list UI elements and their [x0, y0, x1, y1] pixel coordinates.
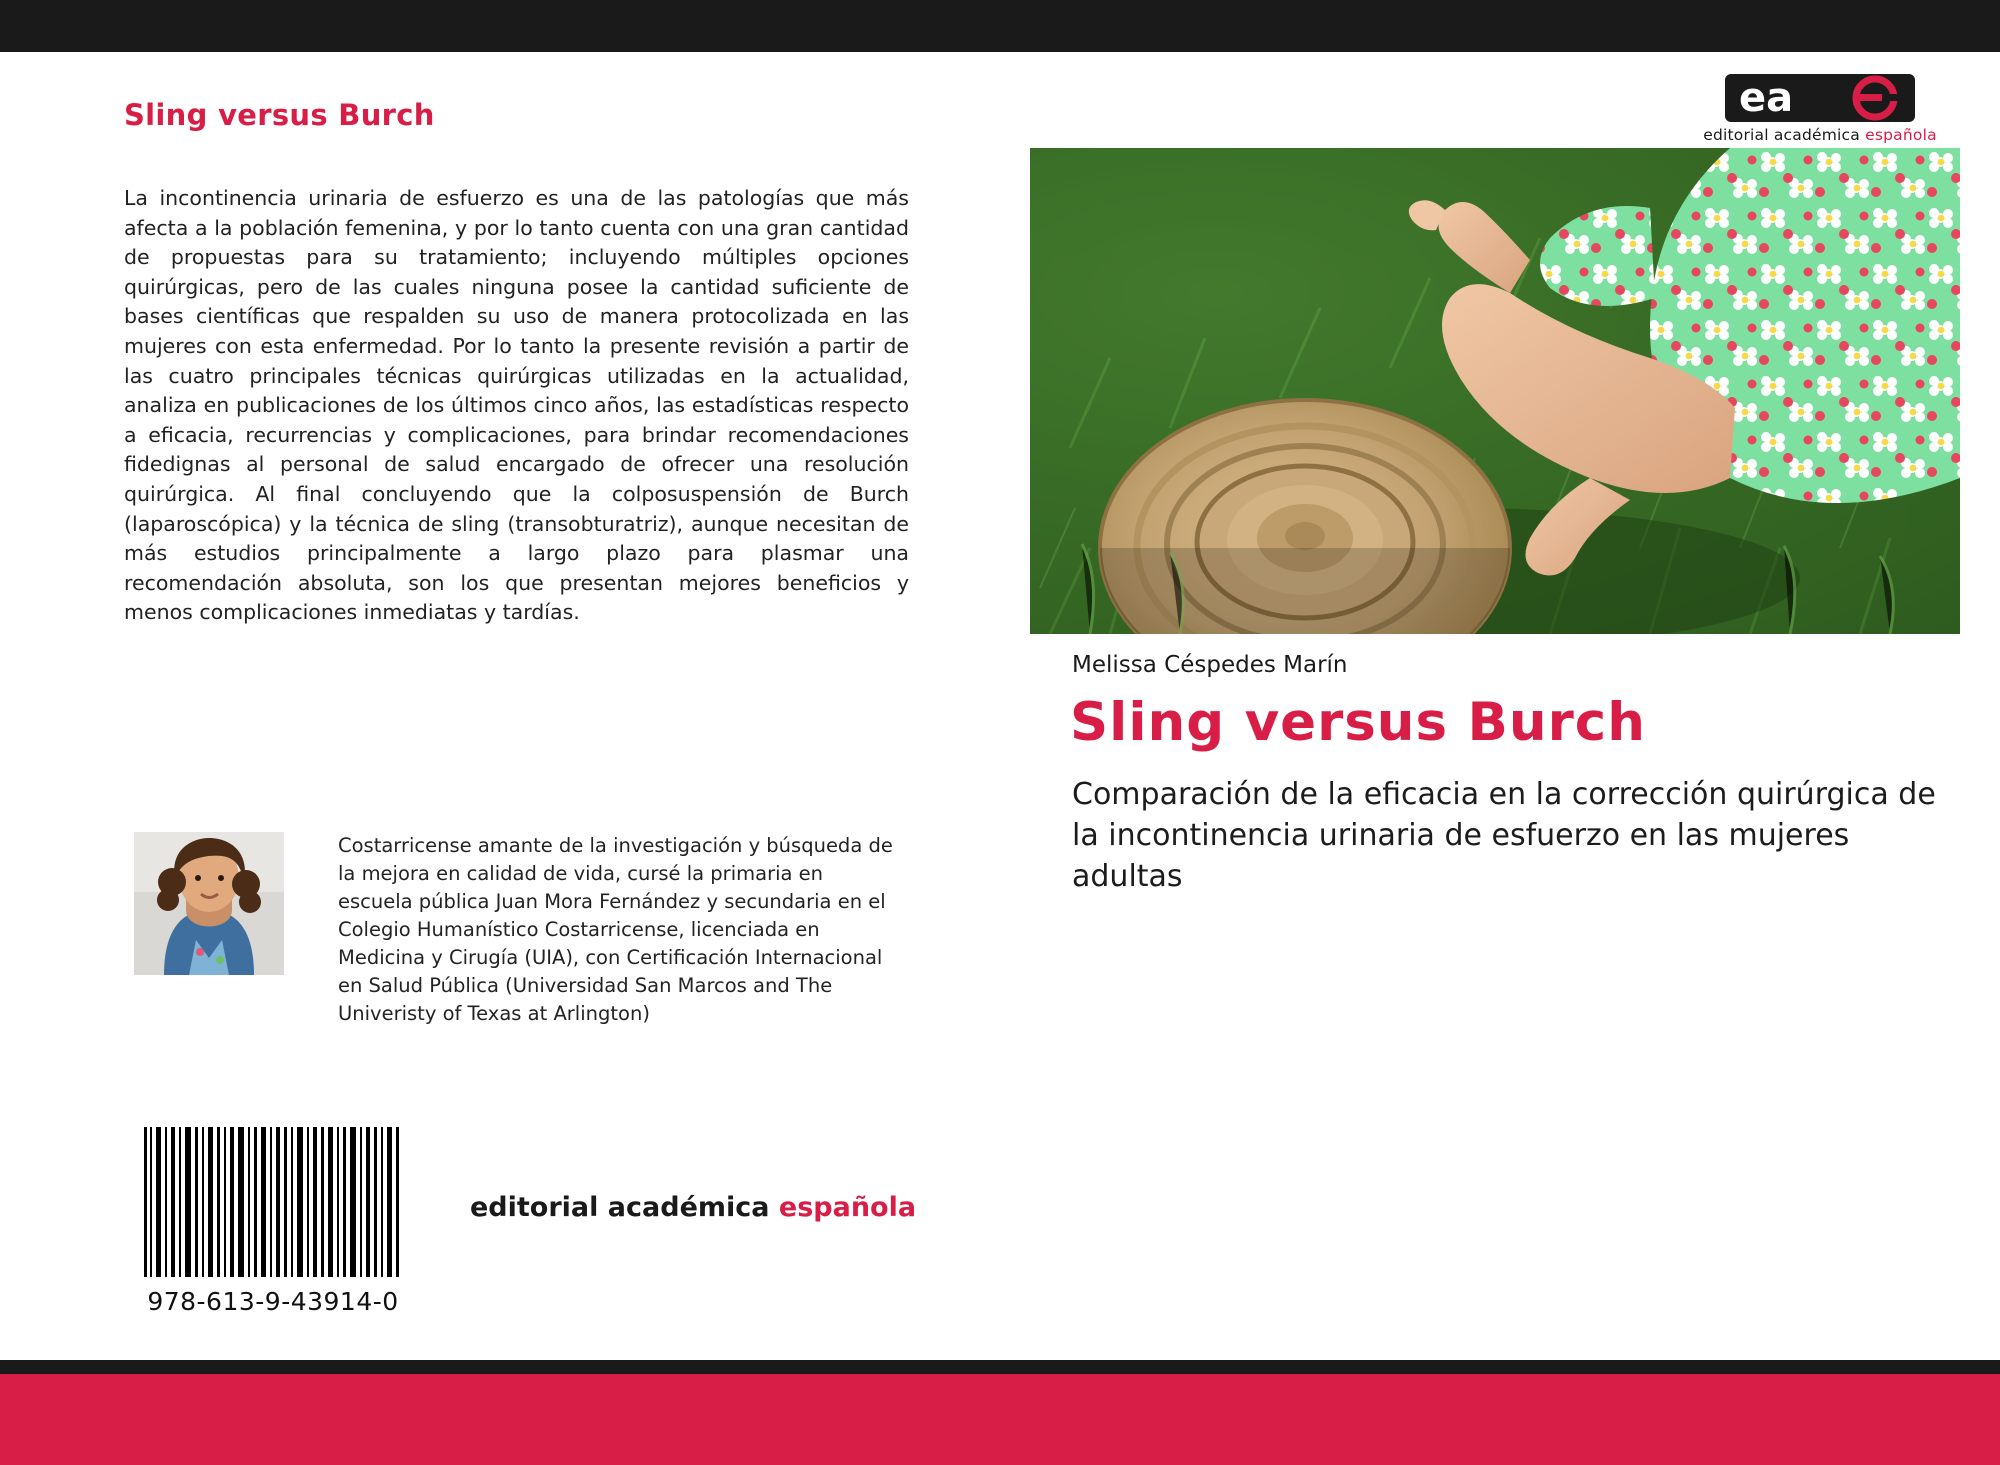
- isbn-number: 978-613-9-43914-0: [147, 1287, 399, 1316]
- author-portrait-image: [134, 832, 284, 975]
- bottom-accent-band: [0, 1374, 2000, 1465]
- front-cover-author: Melissa Céspedes Marín: [1072, 652, 1348, 678]
- top-band: [0, 0, 2000, 52]
- barcode-block: [140, 1127, 420, 1316]
- author-photo: [134, 832, 284, 975]
- front-cover: [1012, 52, 2000, 1360]
- publisher-name-back: [470, 1192, 916, 1223]
- back-cover-blurb: La incontinencia urinaria de esfuerzo es una de las patologías que más afecta a la población femenina, y por lo tanto cuenta con una gran cantidad de propuestas para su tratamiento; incluyendo múltiples opciones quirúrgicas, pero de las cuales ninguna posee la cantidad suficiente de bases científicas que respalden su uso de manera protocolizada en las mujeres con esta enfermedad. Por lo tanto la presente revisión a partir de las cuatro principales técnicas quirúrgicas utilizadas en la actualidad, analiza en publicaciones de los últimos cinco años, las estadísticas respecto a eficacia, recurrencias y complicaciones, para brindar recomendaciones fidedignas al personal de salud encargado de ofrecer una resolución quirúrgica. Al final concluyendo que la colposuspensión de Burch (laparoscópica) y la técnica de sling (transobturatriz), aunque necesitan de más estudios principalmente a largo plazo para plasmar una recomendación absoluta, son los que presentan mejores beneficios y menos complicaciones inmediatas y tardías.: [124, 186, 909, 625]
- back-cover: [0, 52, 990, 1360]
- spine: [990, 52, 1012, 1360]
- front-cover-title: Sling versus Burch: [1070, 692, 1646, 753]
- bottom-dark-band: [0, 1360, 2000, 1374]
- publisher-logo-caption: [1700, 126, 1940, 144]
- logo-caption-accent: española: [1865, 126, 1937, 144]
- barcode-image: [140, 1127, 406, 1277]
- front-cover-subtitle: Comparación de la eficacia en la corrección quirúrgica de la incontinencia urinaria de esfuerzo en las mujeres adultas: [1072, 777, 1936, 894]
- front-cover-photo: [1030, 148, 1960, 634]
- eae-logo-icon: [1725, 74, 1915, 122]
- publisher-logo: [1700, 74, 1940, 144]
- author-bio: Costarricense amante de la investigación y búsqueda de la mejora en calidad de vida, cursé la primaria en escuela pública Juan Mora Fernández y secundaria en el Colegio Humanístico Costarricense, licenciada en Medicina y Cirugía (UIA), con Certificación Internacional en Salud Pública (Universidad San Marcos and The Univeristy of Texas at Arlington): [338, 834, 893, 1025]
- back-cover-title: Sling versus Burch: [124, 98, 435, 132]
- publisher-name-accent: española: [778, 1192, 917, 1223]
- cover-illustration: [1030, 148, 1960, 634]
- publisher-name-plain: editorial académica: [470, 1192, 779, 1223]
- svg-text:ea: ea: [1739, 75, 1794, 121]
- logo-caption-plain: editorial académica: [1703, 126, 1866, 144]
